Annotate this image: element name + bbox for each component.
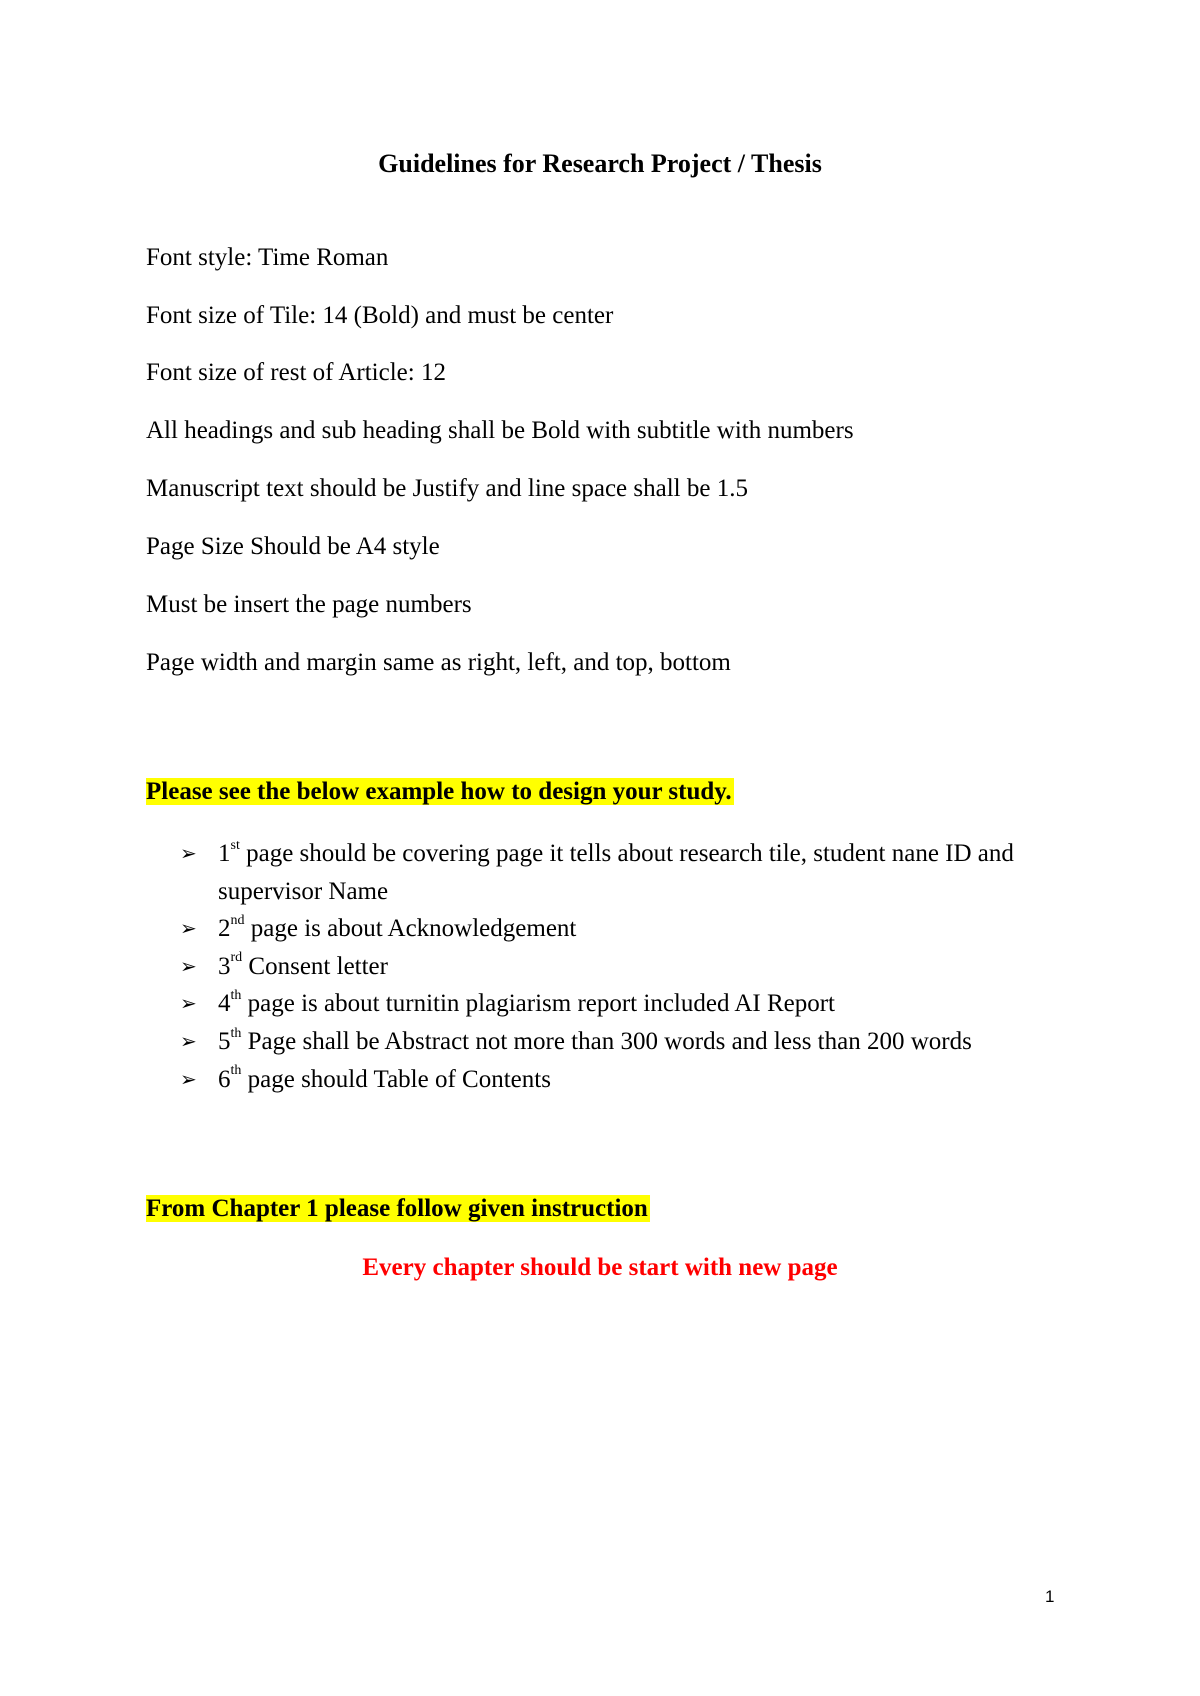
spec-headings: All headings and sub heading shall be Bold with subtitle with numbers	[146, 417, 854, 444]
list-item-number: 4	[218, 990, 231, 1018]
list-item-text: page should Table of Contents	[247, 1065, 551, 1093]
list-item-ordinal: nd	[230, 912, 245, 928]
arrowhead-bullet-icon: ➢	[180, 953, 197, 978]
list-item-number: 1	[218, 840, 231, 867]
list-item-number: 3	[218, 952, 231, 980]
list-item-ordinal: th	[230, 988, 242, 1004]
arrowhead-bullet-icon: ➢	[180, 991, 197, 1016]
list-item-number: 6	[218, 1065, 231, 1093]
spec-title-size: Font size of Tile: 14 (Bold) and must be center	[146, 302, 614, 329]
list-item	[180, 910, 1060, 948]
spec-margins: Page width and margin same as right, left, and top, bottom	[146, 649, 731, 676]
spec-page-size: Page Size Should be A4 style	[146, 533, 440, 560]
list-item-text: page should be covering page it tells about research tile, student nane ID and supervisor Name	[218, 840, 1014, 905]
list-item-text: page is about turnitin plagiarism report included AI Report	[247, 990, 836, 1018]
list-item	[180, 1061, 1060, 1099]
chapter-heading	[146, 1193, 650, 1225]
arrowhead-bullet-icon: ➢	[180, 916, 197, 941]
page-number: 1	[1045, 1587, 1055, 1606]
spec-body-size: Font size of rest of Article: 12	[146, 359, 446, 386]
list-item	[180, 948, 1060, 986]
list-item	[180, 835, 1060, 910]
arrowhead-bullet-icon: ➢	[180, 1028, 197, 1053]
spec-justify: Manuscript text should be Justify and line space shall be 1.5	[146, 475, 748, 502]
example-heading-text: Please see the below example how to design your study.	[146, 778, 732, 805]
page-order-list	[180, 835, 1060, 1098]
chapter-heading-text: From Chapter 1 please follow given instruction	[146, 1195, 648, 1222]
list-item-text: Consent letter	[248, 952, 388, 980]
arrowhead-bullet-icon: ➢	[180, 841, 197, 865]
list-item-text: Page shall be Abstract not more than 300 words and less than 200 words	[247, 1027, 972, 1055]
document-title: Guidelines for Research Project / Thesis	[378, 149, 822, 178]
list-item	[180, 985, 1060, 1023]
list-item-ordinal: rd	[230, 950, 243, 966]
list-item-text: page is about Acknowledgement	[250, 915, 577, 943]
arrowhead-bullet-icon: ➢	[180, 1066, 197, 1091]
example-heading	[146, 776, 734, 808]
list-item-number: 5	[218, 1027, 231, 1055]
list-item-ordinal: th	[230, 1025, 242, 1041]
list-item-number: 2	[218, 915, 231, 943]
chapter-note: Every chapter should be start with new page	[362, 1254, 838, 1281]
list-item-ordinal: th	[230, 1063, 242, 1079]
spec-font-style: Font style: Time Roman	[146, 244, 389, 271]
spec-page-numbers: Must be insert the page numbers	[146, 591, 472, 618]
list-item-ordinal: st	[230, 837, 240, 853]
list-item	[180, 1023, 1060, 1061]
